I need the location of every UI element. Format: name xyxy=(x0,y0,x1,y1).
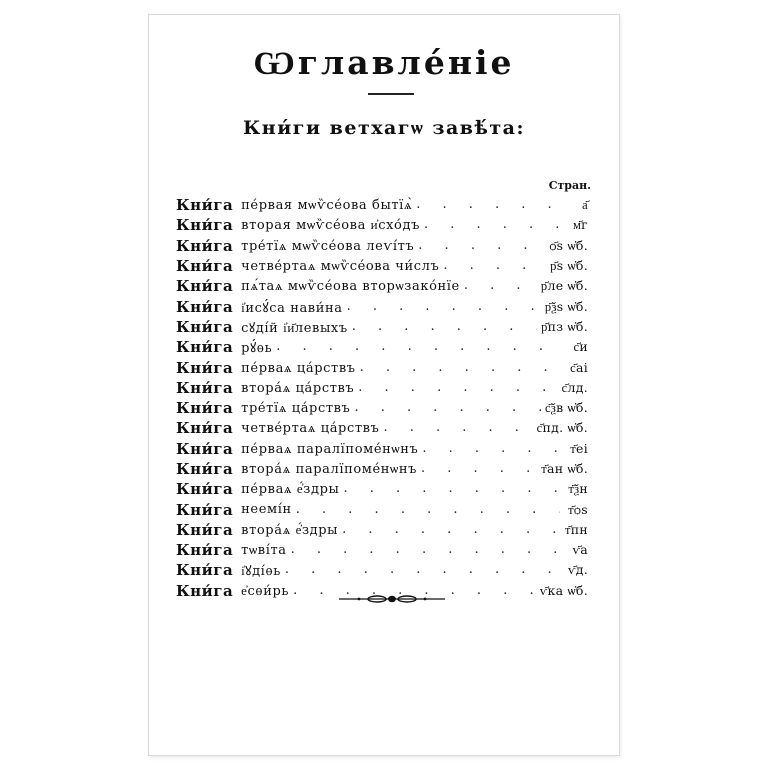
entry-title: сꙋді́й і҆и҃левыхъ xyxy=(241,320,348,336)
entry-title: втора́ѧ е҆́здры xyxy=(241,522,339,538)
entry-book-word: Кни́га xyxy=(176,297,234,316)
dot-leader xyxy=(464,277,537,295)
dot-leader xyxy=(421,460,537,478)
entry-book-word: Кни́га xyxy=(176,520,234,539)
entry-title: і҆ꙋді́ѳь xyxy=(241,564,281,580)
entry-title: пе́рвая мѡѷсе́ова бытїѧ̀ xyxy=(241,198,413,214)
entry-title: пе́рваѧ ца́рствъ xyxy=(241,360,356,376)
entry-page-number: т҃еі xyxy=(570,440,588,456)
entry-book-word: Кни́га xyxy=(176,561,234,580)
toc-entry xyxy=(176,418,588,438)
toc-entry xyxy=(176,439,588,459)
entry-page-number: ѵ҃а xyxy=(572,542,588,558)
entry-page-number: м҃г xyxy=(572,217,588,233)
dot-leader xyxy=(358,379,557,397)
toc-entry xyxy=(176,215,588,235)
page-title: Ѡглавле́ніе xyxy=(253,43,515,82)
entry-page-number: с҃пд. ѡ҆б. xyxy=(536,420,588,436)
entry-title: тѡві́та xyxy=(241,543,287,559)
toc-entry xyxy=(176,459,588,479)
entry-title: вторая мѡѷсе́ова и҆схо́дъ xyxy=(241,218,420,234)
entry-title: пе́рваѧ е҆́здры xyxy=(241,482,340,498)
dot-leader xyxy=(424,216,560,234)
dot-leader xyxy=(383,419,532,437)
dot-leader xyxy=(416,196,560,214)
entry-page-number: с҃ѯв ѡ҆б. xyxy=(544,400,588,416)
entry-page-number: с҃аі xyxy=(570,359,588,375)
entry-page-number: т҃ѯн xyxy=(568,481,588,497)
table-of-contents xyxy=(176,195,588,601)
book-page xyxy=(148,14,620,756)
page-column-header: Стран. xyxy=(548,179,591,192)
entry-title: тре́тїѧ ца́рствъ xyxy=(241,401,351,417)
entry-page-number: т҃ѻѕ xyxy=(568,501,588,517)
entry-page-number: с҃и xyxy=(573,339,588,355)
entry-page-number: ѵ҃д. xyxy=(568,562,588,578)
dot-leader xyxy=(360,359,560,377)
entry-book-word: Кни́га xyxy=(176,581,234,600)
entry-title: неемі́н xyxy=(241,502,292,518)
entry-page-number: с҃лд. xyxy=(561,379,588,395)
dot-leader xyxy=(443,257,546,275)
dot-leader xyxy=(347,298,541,316)
toc-entry xyxy=(176,317,588,337)
title-divider xyxy=(368,93,414,95)
dot-leader xyxy=(354,399,541,417)
toc-entry xyxy=(176,479,588,499)
dot-leader xyxy=(352,318,537,336)
entry-book-word: Кни́га xyxy=(176,338,234,357)
toc-entry xyxy=(176,195,588,215)
toc-entry xyxy=(176,357,588,377)
dot-leader xyxy=(422,440,560,458)
entry-book-word: Кни́га xyxy=(176,196,234,215)
entry-book-word: Кни́га xyxy=(176,257,234,276)
entry-page-number: р҃ле ѡ҆б. xyxy=(540,278,588,294)
dot-leader xyxy=(285,561,560,579)
dot-leader xyxy=(418,237,545,255)
entry-page-number: р҃ѕ ѡ҆б. xyxy=(550,258,588,274)
entry-book-word: Кни́га xyxy=(176,236,234,255)
toc-entry xyxy=(176,499,588,519)
entry-book-word: Кни́га xyxy=(176,460,234,478)
entry-book-word: Кни́га xyxy=(176,500,234,519)
dot-leader xyxy=(276,338,560,356)
entry-book-word: Кни́га xyxy=(176,358,234,377)
entry-book-word: Кни́га xyxy=(176,419,234,438)
entry-page-number: а҃ xyxy=(582,197,588,213)
entry-book-word: Кни́га xyxy=(176,399,234,418)
entry-book-word: Кни́га xyxy=(176,317,234,336)
dot-leader xyxy=(343,480,560,498)
entry-book-word: Кни́га xyxy=(176,378,234,397)
entry-book-word: Кни́га xyxy=(176,277,234,296)
dot-leader xyxy=(296,501,560,519)
toc-entry xyxy=(176,398,588,418)
toc-entry xyxy=(176,256,588,276)
entry-page-number: р҃пз ѡ҆б. xyxy=(541,318,588,334)
entry-title: е҆сѳи́рь xyxy=(241,583,290,599)
entry-book-word: Кни́га xyxy=(176,216,234,235)
toc-entry xyxy=(176,337,588,357)
entry-title: втора́ѧ ца́рствъ xyxy=(241,380,355,396)
entry-title: тре́тїѧ мѡѷсе́ова леѵі́тъ xyxy=(241,238,415,254)
entry-book-word: Кни́га xyxy=(176,541,234,560)
entry-book-word: Кни́га xyxy=(176,439,234,458)
entry-title: і҆исꙋ́са нави́на xyxy=(241,300,343,316)
toc-entry xyxy=(176,540,588,560)
entry-page-number: р҃ѯѕ ѡ҆б. xyxy=(544,298,588,314)
ornament-divider-icon xyxy=(337,591,447,607)
dot-leader xyxy=(342,521,560,539)
entry-title: пѧ́таѧ мѡѷсе́ова вторѡзако́нїе xyxy=(241,279,460,295)
toc-entry xyxy=(176,276,588,296)
entry-book-word: Кни́га xyxy=(176,480,234,499)
toc-entry xyxy=(176,296,588,316)
entry-title: четве́ртаѧ мѡѷсе́ова чи́слъ xyxy=(241,259,440,275)
entry-title: четве́ртаѧ ца́рствъ xyxy=(241,421,380,437)
entry-title: втора́ѧ паралїпоме́нѡнъ xyxy=(241,462,418,477)
toc-entry xyxy=(176,560,588,580)
entry-page-number: т҃ан ѡ҆б. xyxy=(541,461,588,476)
dot-leader xyxy=(291,541,560,559)
entry-title: пе́рваѧ паралїпоме́нѡнъ xyxy=(241,441,419,457)
toc-entry xyxy=(176,236,588,256)
entry-page-number: т҃пн xyxy=(564,521,588,537)
toc-entry xyxy=(176,520,588,540)
toc-entry xyxy=(176,378,588,398)
section-heading: Кни́ги ветхагѡ завѣ́та: xyxy=(243,117,525,139)
entry-title: рꙋ́ѳь xyxy=(241,341,273,357)
entry-page-number: ѻ҃ѕ ѡ҆б. xyxy=(549,237,588,253)
entry-page-number: ѵ҃ка ѡ҆б. xyxy=(539,582,588,598)
